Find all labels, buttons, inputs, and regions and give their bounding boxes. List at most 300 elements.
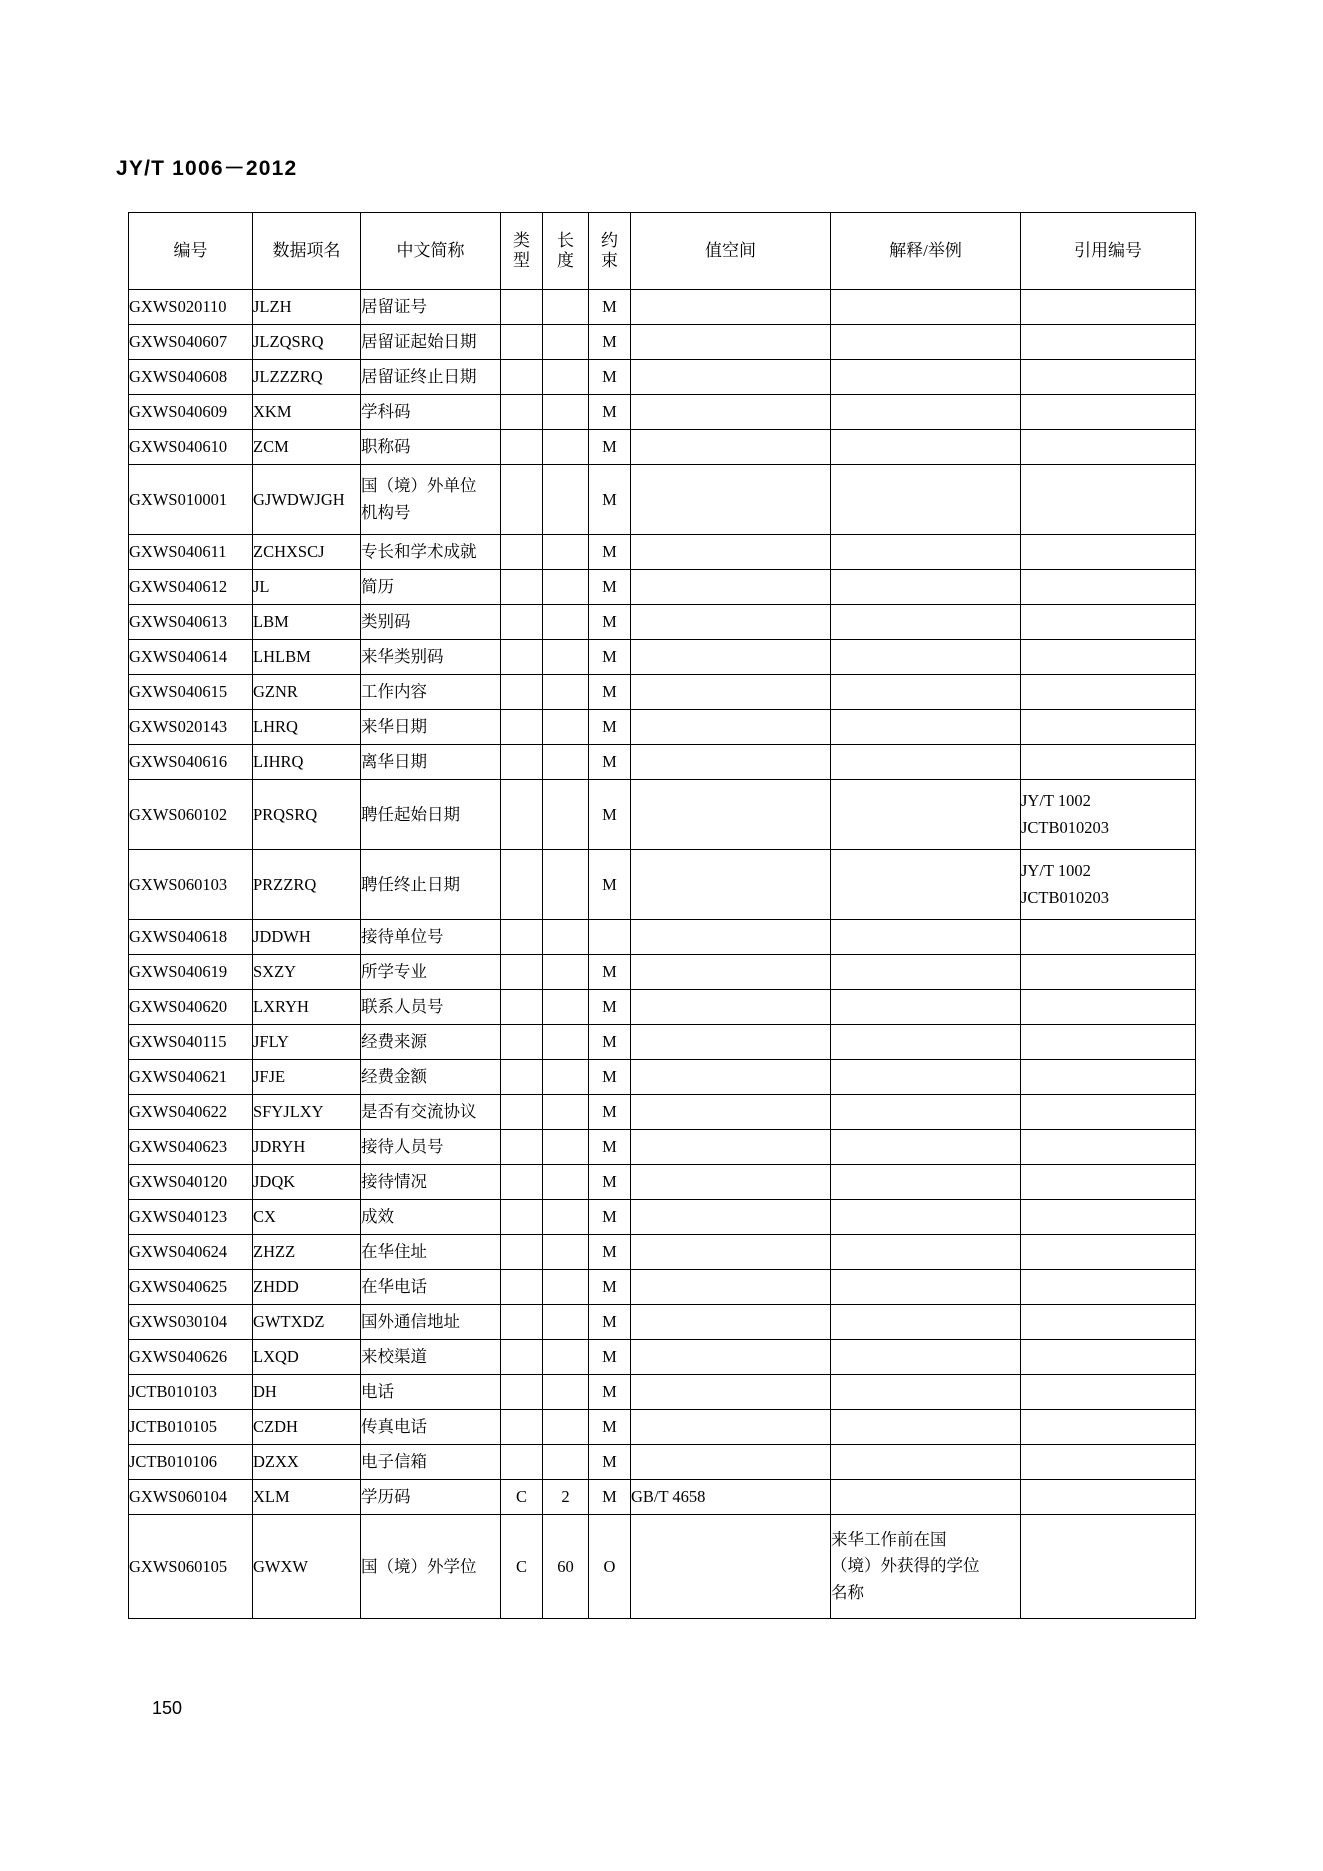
cell-type — [501, 465, 543, 535]
cell-type — [501, 1200, 543, 1235]
cell-explanation — [831, 1375, 1021, 1410]
cell-reference-code — [1021, 675, 1196, 710]
cell-constraint: M — [589, 465, 631, 535]
cell-reference-code — [1021, 290, 1196, 325]
cell-value-space — [631, 1095, 831, 1130]
cell-data-item-name: ZHDD — [253, 1270, 361, 1305]
cell-explanation — [831, 1340, 1021, 1375]
cell-explanation — [831, 605, 1021, 640]
cell-length — [543, 290, 589, 325]
cell-constraint: M — [589, 1060, 631, 1095]
cell-constraint: M — [589, 745, 631, 780]
cell-chinese-abbr: 传真电话 — [361, 1410, 501, 1445]
cell-chinese-abbr: 来华日期 — [361, 710, 501, 745]
cell-chinese-abbr: 在华电话 — [361, 1270, 501, 1305]
cell-chinese-abbr: 联系人员号 — [361, 990, 501, 1025]
cell-value-space — [631, 430, 831, 465]
cell-length — [543, 1340, 589, 1375]
cell-length — [543, 1270, 589, 1305]
cell-explanation: 来华工作前在国 （境）外获得的学位 名称 — [831, 1515, 1021, 1619]
cell-length — [543, 360, 589, 395]
cell-explanation — [831, 360, 1021, 395]
table-row — [129, 990, 1196, 1025]
cell-constraint: M — [589, 1025, 631, 1060]
cell-length — [543, 745, 589, 780]
cell-length — [543, 605, 589, 640]
cell-constraint: M — [589, 1165, 631, 1200]
cell-constraint — [589, 920, 631, 955]
cell-length — [543, 990, 589, 1025]
cell-type — [501, 920, 543, 955]
cell-chinese-abbr: 电话 — [361, 1375, 501, 1410]
table-row — [129, 1025, 1196, 1060]
cell-explanation — [831, 1060, 1021, 1095]
cell-data-item-name: ZHZZ — [253, 1235, 361, 1270]
table-row — [129, 395, 1196, 430]
cell-data-item-name: JDDWH — [253, 920, 361, 955]
cell-type — [501, 430, 543, 465]
cell-length — [543, 1410, 589, 1445]
cell-explanation — [831, 1235, 1021, 1270]
table-row — [129, 1445, 1196, 1480]
column-header-explanation: 解释/举例 — [831, 213, 1021, 290]
cell-explanation — [831, 325, 1021, 360]
cell-data-item-name: PRQSRQ — [253, 780, 361, 850]
table-header-row — [129, 213, 1196, 290]
cell-type — [501, 745, 543, 780]
cell-bianhao: JCTB010105 — [129, 1410, 253, 1445]
cell-chinese-abbr: 来校渠道 — [361, 1340, 501, 1375]
data-item-table-container — [128, 212, 1195, 1619]
cell-length: 2 — [543, 1480, 589, 1515]
cell-length — [543, 1305, 589, 1340]
cell-value-space — [631, 325, 831, 360]
cell-bianhao: GXWS040611 — [129, 535, 253, 570]
cell-bianhao: GXWS030104 — [129, 1305, 253, 1340]
cell-bianhao: GXWS040619 — [129, 955, 253, 990]
page-header: JY/T 1006－2012 — [116, 157, 298, 180]
cell-data-item-name: XKM — [253, 395, 361, 430]
cell-type — [501, 850, 543, 920]
cell-constraint: M — [589, 1480, 631, 1515]
cell-data-item-name: LHRQ — [253, 710, 361, 745]
cell-data-item-name: LXQD — [253, 1340, 361, 1375]
cell-value-space — [631, 1340, 831, 1375]
table-row — [129, 290, 1196, 325]
cell-constraint: M — [589, 955, 631, 990]
cell-bianhao: GXWS040609 — [129, 395, 253, 430]
cell-bianhao: GXWS040618 — [129, 920, 253, 955]
cell-reference-code — [1021, 1515, 1196, 1619]
cell-constraint: M — [589, 1095, 631, 1130]
cell-explanation — [831, 430, 1021, 465]
cell-bianhao: GXWS040626 — [129, 1340, 253, 1375]
cell-constraint: M — [589, 535, 631, 570]
cell-constraint: M — [589, 1200, 631, 1235]
cell-explanation — [831, 1410, 1021, 1445]
cell-explanation — [831, 850, 1021, 920]
cell-type — [501, 1060, 543, 1095]
cell-value-space — [631, 1305, 831, 1340]
cell-data-item-name: GWTXDZ — [253, 1305, 361, 1340]
cell-chinese-abbr: 类别码 — [361, 605, 501, 640]
cell-bianhao: GXWS060103 — [129, 850, 253, 920]
cell-length — [543, 1200, 589, 1235]
table-row — [129, 920, 1196, 955]
cell-type — [501, 1445, 543, 1480]
cell-value-space — [631, 955, 831, 990]
cell-reference-code — [1021, 1130, 1196, 1165]
cell-value-space — [631, 1025, 831, 1060]
cell-reference-code — [1021, 990, 1196, 1025]
cell-bianhao: GXWS060104 — [129, 1480, 253, 1515]
cell-value-space: GB/T 4658 — [631, 1480, 831, 1515]
cell-type — [501, 1130, 543, 1165]
table-row — [129, 1165, 1196, 1200]
cell-value-space — [631, 710, 831, 745]
cell-chinese-abbr: 学历码 — [361, 1480, 501, 1515]
cell-chinese-abbr: 来华类别码 — [361, 640, 501, 675]
cell-data-item-name: DZXX — [253, 1445, 361, 1480]
cell-constraint: M — [589, 1445, 631, 1480]
cell-type — [501, 640, 543, 675]
cell-bianhao: GXWS040607 — [129, 325, 253, 360]
cell-type — [501, 395, 543, 430]
cell-data-item-name: JL — [253, 570, 361, 605]
cell-data-item-name: XLM — [253, 1480, 361, 1515]
cell-chinese-abbr: 在华住址 — [361, 1235, 501, 1270]
cell-reference-code — [1021, 1060, 1196, 1095]
cell-data-item-name: GJWDWJGH — [253, 465, 361, 535]
cell-constraint: M — [589, 1305, 631, 1340]
cell-data-item-name: SFYJLXY — [253, 1095, 361, 1130]
cell-data-item-name: JLZZZRQ — [253, 360, 361, 395]
cell-length — [543, 850, 589, 920]
cell-type — [501, 1235, 543, 1270]
cell-bianhao: GXWS040612 — [129, 570, 253, 605]
cell-explanation — [831, 465, 1021, 535]
table-row — [129, 535, 1196, 570]
table-row — [129, 360, 1196, 395]
cell-type — [501, 605, 543, 640]
data-item-table — [128, 212, 1196, 1619]
cell-length — [543, 1025, 589, 1060]
cell-bianhao: GXWS040621 — [129, 1060, 253, 1095]
cell-bianhao: JCTB010106 — [129, 1445, 253, 1480]
cell-constraint: M — [589, 290, 631, 325]
table-row — [129, 1060, 1196, 1095]
cell-data-item-name: JFLY — [253, 1025, 361, 1060]
cell-length — [543, 535, 589, 570]
cell-length — [543, 570, 589, 605]
cell-type — [501, 1165, 543, 1200]
table-row — [129, 325, 1196, 360]
cell-value-space — [631, 990, 831, 1025]
table-row — [129, 570, 1196, 605]
cell-value-space — [631, 640, 831, 675]
cell-length — [543, 710, 589, 745]
cell-chinese-abbr: 居留证终止日期 — [361, 360, 501, 395]
cell-constraint: M — [589, 1410, 631, 1445]
table-row — [129, 1095, 1196, 1130]
cell-constraint: M — [589, 780, 631, 850]
cell-value-space — [631, 1200, 831, 1235]
cell-value-space — [631, 1165, 831, 1200]
cell-explanation — [831, 675, 1021, 710]
cell-reference-code — [1021, 395, 1196, 430]
table-row — [129, 1200, 1196, 1235]
cell-value-space — [631, 1235, 831, 1270]
cell-reference-code — [1021, 465, 1196, 535]
cell-chinese-abbr: 经费金额 — [361, 1060, 501, 1095]
cell-reference-code — [1021, 325, 1196, 360]
cell-type — [501, 1270, 543, 1305]
cell-value-space — [631, 465, 831, 535]
cell-bianhao: GXWS040115 — [129, 1025, 253, 1060]
cell-explanation — [831, 1130, 1021, 1165]
cell-reference-code: JY/T 1002 JCTB010203 — [1021, 850, 1196, 920]
cell-chinese-abbr: 居留证号 — [361, 290, 501, 325]
cell-length — [543, 640, 589, 675]
cell-reference-code: JY/T 1002 JCTB010203 — [1021, 780, 1196, 850]
cell-constraint: M — [589, 1130, 631, 1165]
cell-value-space — [631, 1445, 831, 1480]
cell-data-item-name: LXRYH — [253, 990, 361, 1025]
cell-reference-code — [1021, 1200, 1196, 1235]
cell-explanation — [831, 955, 1021, 990]
cell-type — [501, 710, 543, 745]
cell-reference-code — [1021, 920, 1196, 955]
cell-data-item-name: DH — [253, 1375, 361, 1410]
cell-chinese-abbr: 电子信箱 — [361, 1445, 501, 1480]
cell-data-item-name: PRZZRQ — [253, 850, 361, 920]
cell-value-space — [631, 850, 831, 920]
cell-chinese-abbr: 聘任终止日期 — [361, 850, 501, 920]
table-row — [129, 780, 1196, 850]
cell-explanation — [831, 1480, 1021, 1515]
cell-reference-code — [1021, 1025, 1196, 1060]
column-header-bianhao: 编号 — [129, 213, 253, 290]
column-header-reference-code: 引用编号 — [1021, 213, 1196, 290]
cell-type — [501, 290, 543, 325]
cell-value-space — [631, 1270, 831, 1305]
cell-reference-code — [1021, 955, 1196, 990]
cell-chinese-abbr: 工作内容 — [361, 675, 501, 710]
cell-type — [501, 1410, 543, 1445]
cell-chinese-abbr: 接待单位号 — [361, 920, 501, 955]
cell-chinese-abbr: 居留证起始日期 — [361, 325, 501, 360]
cell-length — [543, 1095, 589, 1130]
cell-length — [543, 1375, 589, 1410]
cell-value-space — [631, 570, 831, 605]
cell-constraint: M — [589, 1235, 631, 1270]
cell-data-item-name: LHLBM — [253, 640, 361, 675]
table-row — [129, 955, 1196, 990]
column-header-data-item-name: 数据项名 — [253, 213, 361, 290]
cell-chinese-abbr: 是否有交流协议 — [361, 1095, 501, 1130]
cell-explanation — [831, 640, 1021, 675]
cell-type — [501, 570, 543, 605]
cell-data-item-name: JFJE — [253, 1060, 361, 1095]
cell-chinese-abbr: 成效 — [361, 1200, 501, 1235]
cell-value-space — [631, 1410, 831, 1445]
cell-reference-code — [1021, 1410, 1196, 1445]
table-row — [129, 710, 1196, 745]
cell-bianhao: GXWS020143 — [129, 710, 253, 745]
cell-reference-code — [1021, 1305, 1196, 1340]
cell-data-item-name: ZCM — [253, 430, 361, 465]
cell-chinese-abbr: 聘任起始日期 — [361, 780, 501, 850]
cell-explanation — [831, 710, 1021, 745]
cell-constraint: M — [589, 395, 631, 430]
cell-type — [501, 780, 543, 850]
table-row — [129, 1410, 1196, 1445]
cell-length — [543, 325, 589, 360]
cell-type: C — [501, 1515, 543, 1619]
cell-chinese-abbr: 经费来源 — [361, 1025, 501, 1060]
cell-reference-code — [1021, 1375, 1196, 1410]
cell-length — [543, 1235, 589, 1270]
cell-value-space — [631, 605, 831, 640]
table-row — [129, 1480, 1196, 1515]
cell-explanation — [831, 395, 1021, 430]
cell-bianhao: GXWS040622 — [129, 1095, 253, 1130]
cell-constraint: M — [589, 605, 631, 640]
cell-explanation — [831, 745, 1021, 780]
cell-type — [501, 1305, 543, 1340]
cell-constraint: M — [589, 710, 631, 745]
cell-reference-code — [1021, 605, 1196, 640]
cell-reference-code — [1021, 1095, 1196, 1130]
cell-type — [501, 955, 543, 990]
cell-chinese-abbr: 接待人员号 — [361, 1130, 501, 1165]
table-row — [129, 430, 1196, 465]
cell-value-space — [631, 675, 831, 710]
cell-bianhao: GXWS040615 — [129, 675, 253, 710]
cell-constraint: M — [589, 990, 631, 1025]
cell-value-space — [631, 745, 831, 780]
cell-explanation — [831, 1025, 1021, 1060]
table-row — [129, 1235, 1196, 1270]
cell-bianhao: GXWS040120 — [129, 1165, 253, 1200]
cell-data-item-name: LBM — [253, 605, 361, 640]
cell-reference-code — [1021, 1480, 1196, 1515]
cell-explanation — [831, 1270, 1021, 1305]
cell-chinese-abbr: 离华日期 — [361, 745, 501, 780]
cell-reference-code — [1021, 1270, 1196, 1305]
cell-type — [501, 1025, 543, 1060]
page-number: 150 — [152, 1698, 183, 1718]
cell-data-item-name: JDQK — [253, 1165, 361, 1200]
cell-data-item-name: ZCHXSCJ — [253, 535, 361, 570]
cell-bianhao: GXWS040123 — [129, 1200, 253, 1235]
cell-constraint: M — [589, 1340, 631, 1375]
cell-length — [543, 1165, 589, 1200]
cell-data-item-name: JLZQSRQ — [253, 325, 361, 360]
cell-explanation — [831, 1305, 1021, 1340]
cell-reference-code — [1021, 570, 1196, 605]
cell-bianhao: GXWS040613 — [129, 605, 253, 640]
column-header-type: 类 型 — [501, 213, 543, 290]
cell-type — [501, 535, 543, 570]
cell-value-space — [631, 535, 831, 570]
table-body — [129, 290, 1196, 1619]
table-row — [129, 1515, 1196, 1619]
cell-explanation — [831, 1095, 1021, 1130]
cell-value-space — [631, 1375, 831, 1410]
cell-bianhao: GXWS040624 — [129, 1235, 253, 1270]
cell-chinese-abbr: 学科码 — [361, 395, 501, 430]
cell-constraint: O — [589, 1515, 631, 1619]
cell-constraint: M — [589, 640, 631, 675]
table-row — [129, 745, 1196, 780]
cell-bianhao: GXWS040616 — [129, 745, 253, 780]
cell-type — [501, 360, 543, 395]
column-header-value-space: 值空间 — [631, 213, 831, 290]
table-row — [129, 1305, 1196, 1340]
cell-value-space — [631, 1515, 831, 1619]
cell-chinese-abbr: 简历 — [361, 570, 501, 605]
cell-type — [501, 990, 543, 1025]
cell-explanation — [831, 1445, 1021, 1480]
cell-value-space — [631, 1060, 831, 1095]
cell-length — [543, 465, 589, 535]
cell-reference-code — [1021, 1235, 1196, 1270]
cell-length — [543, 920, 589, 955]
cell-explanation — [831, 535, 1021, 570]
cell-explanation — [831, 920, 1021, 955]
table-row — [129, 1270, 1196, 1305]
cell-type — [501, 1375, 543, 1410]
cell-length — [543, 395, 589, 430]
cell-chinese-abbr: 国外通信地址 — [361, 1305, 501, 1340]
cell-bianhao: GXWS060102 — [129, 780, 253, 850]
table-row — [129, 850, 1196, 920]
cell-data-item-name: CX — [253, 1200, 361, 1235]
cell-explanation — [831, 1200, 1021, 1235]
cell-explanation — [831, 570, 1021, 605]
cell-value-space — [631, 920, 831, 955]
table-row — [129, 605, 1196, 640]
cell-reference-code — [1021, 1165, 1196, 1200]
cell-length — [543, 780, 589, 850]
table-row — [129, 465, 1196, 535]
cell-value-space — [631, 290, 831, 325]
cell-bianhao: GXWS040608 — [129, 360, 253, 395]
cell-length — [543, 1130, 589, 1165]
cell-data-item-name: SXZY — [253, 955, 361, 990]
cell-reference-code — [1021, 430, 1196, 465]
cell-constraint: M — [589, 430, 631, 465]
cell-bianhao: GXWS040623 — [129, 1130, 253, 1165]
cell-chinese-abbr: 接待情况 — [361, 1165, 501, 1200]
cell-bianhao: GXWS020110 — [129, 290, 253, 325]
cell-chinese-abbr: 所学专业 — [361, 955, 501, 990]
cell-value-space — [631, 1130, 831, 1165]
table-row — [129, 640, 1196, 675]
cell-reference-code — [1021, 535, 1196, 570]
column-header-constraint: 约 束 — [589, 213, 631, 290]
cell-length — [543, 430, 589, 465]
cell-explanation — [831, 290, 1021, 325]
cell-length — [543, 1445, 589, 1480]
cell-chinese-abbr: 职称码 — [361, 430, 501, 465]
cell-constraint: M — [589, 675, 631, 710]
cell-data-item-name: JDRYH — [253, 1130, 361, 1165]
cell-bianhao: GXWS040610 — [129, 430, 253, 465]
cell-constraint: M — [589, 360, 631, 395]
cell-constraint: M — [589, 325, 631, 360]
